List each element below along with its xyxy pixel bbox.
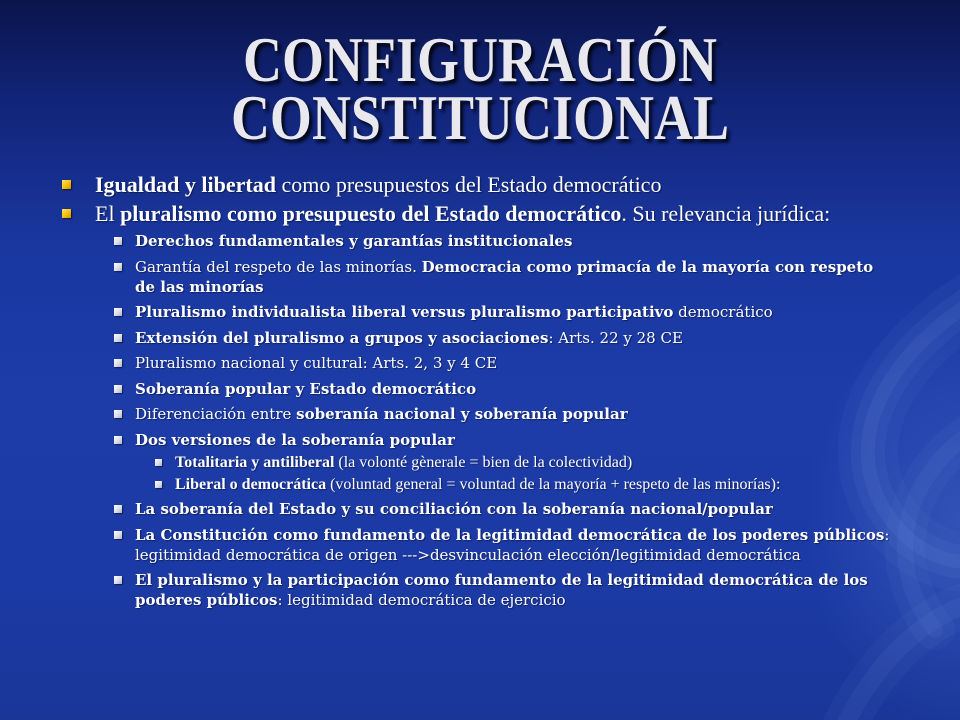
bullet-level2-text bbox=[135, 379, 895, 399]
bullet-bold-text: El pluralismo y la participación como fundamento de la legitimidad democrática de los poderes públicos bbox=[135, 571, 868, 609]
bullet-bold-text: La soberanía del Estado y su conciliación con la soberanía nacional/popular bbox=[135, 500, 773, 518]
bullet-level2-text bbox=[135, 328, 895, 348]
bullet-list bbox=[60, 172, 940, 610]
sub-bullet-list bbox=[60, 231, 940, 610]
slide-title bbox=[0, 24, 960, 154]
bullet-level1-text bbox=[60, 201, 940, 227]
bullet-bold-text: Derechos fundamentales y garantías institucionales bbox=[135, 232, 573, 250]
bullet-level2-item bbox=[135, 328, 940, 348]
bullet-text: : legitimidad democrática de ejercicio bbox=[277, 591, 566, 609]
bullet-level3-text bbox=[175, 454, 915, 472]
bullet-level2-text bbox=[135, 231, 895, 251]
square-bullet-icon bbox=[114, 237, 122, 245]
square-bullet-icon bbox=[155, 459, 162, 466]
bullet-level2-item bbox=[135, 231, 940, 251]
sub-sub-bullet-list bbox=[135, 454, 940, 494]
bullet-level1-item bbox=[60, 201, 940, 610]
bullet-level2-text bbox=[135, 353, 895, 373]
bullet-level2-item bbox=[135, 404, 940, 424]
bullet-text: : legitimidad democrática de origen --->desvinculación elección/legitimidad democrática bbox=[135, 525, 890, 564]
bullet-level2-text bbox=[135, 404, 895, 424]
bullet-level1-text bbox=[60, 172, 940, 198]
bullet-level2-item bbox=[135, 525, 940, 565]
square-bullet-icon bbox=[114, 505, 122, 513]
bullet-text: Diferenciación entre bbox=[135, 405, 297, 423]
bullet-text: Pluralismo nacional y cultural: Arts. 2, 3 y 4 CE bbox=[135, 354, 498, 372]
bullet-text: (voluntad general = voluntad de la mayoría + respeto de las minorías): bbox=[326, 475, 781, 493]
square-bullet-icon bbox=[114, 308, 122, 316]
bullet-bold-text: Soberanía popular y Estado democrático bbox=[135, 379, 477, 398]
bullet-bold-text: Pluralismo individualista liberal versus pluralismo participativo bbox=[135, 303, 674, 321]
bullet-level2-item bbox=[135, 570, 940, 610]
bullet-level2-item bbox=[135, 379, 940, 399]
bullet-level2-item bbox=[135, 499, 940, 519]
square-bullet-icon bbox=[114, 436, 122, 444]
bullet-level2-text bbox=[135, 430, 895, 450]
square-bullet-icon bbox=[62, 180, 71, 189]
bullet-bold-text: Democracia como primacía de la mayoría con respeto de las minorías bbox=[135, 257, 874, 296]
bullet-text: . Su relevancia jurídica: bbox=[621, 201, 831, 226]
bullet-bold-text: Dos versiones de la soberanía popular bbox=[135, 430, 455, 449]
bullet-level2-text bbox=[135, 302, 895, 322]
square-bullet-icon bbox=[155, 481, 162, 488]
bullet-bold-text: Liberal o democrática bbox=[175, 475, 327, 493]
bullet-bold-text: Totalitaria y antiliberal bbox=[175, 453, 335, 471]
bullet-level3-text bbox=[175, 476, 915, 494]
bullet-bold-text: pluralismo como presupuesto del Estado democrático bbox=[120, 201, 622, 226]
bullet-level2-text bbox=[135, 570, 895, 610]
bullet-text: : Arts. 22 y 28 CE bbox=[548, 328, 683, 347]
bullet-level2-item bbox=[135, 257, 940, 297]
bullet-bold-text: Extensión del pluralismo a grupos y asociaciones bbox=[135, 328, 549, 347]
slide-title-line1: CONFIGURACIÓN bbox=[242, 24, 717, 96]
bullet-level2-item bbox=[135, 353, 940, 373]
square-bullet-icon bbox=[114, 334, 122, 342]
bullet-level2-text bbox=[135, 499, 895, 519]
bullet-text: como presupuestos del Estado democrático bbox=[275, 172, 662, 197]
bullet-bold-text: Igualdad y libertad bbox=[95, 172, 276, 197]
square-bullet-icon bbox=[114, 263, 122, 271]
bullet-text: Garantía del respeto de las minorías. bbox=[135, 257, 422, 276]
square-bullet-icon bbox=[62, 209, 71, 218]
bullet-level2-item bbox=[135, 302, 940, 322]
bullet-bold-text: La Constitución como fundamento de la legitimidad democrática de los poderes públicos bbox=[135, 525, 885, 544]
square-bullet-icon bbox=[114, 359, 122, 367]
bullet-level3-item bbox=[175, 476, 940, 494]
bullet-level2-text bbox=[135, 257, 895, 297]
bullet-level2-item bbox=[135, 430, 940, 494]
bullet-level2-text bbox=[135, 525, 895, 565]
bullet-level1-item bbox=[60, 172, 940, 198]
bullet-bold-text: soberanía nacional y soberanía popular bbox=[296, 405, 628, 423]
square-bullet-icon bbox=[114, 531, 122, 539]
bullet-text: democrático bbox=[673, 303, 773, 321]
square-bullet-icon bbox=[114, 385, 122, 393]
square-bullet-icon bbox=[114, 410, 122, 418]
bullet-text: (la volonté gènerale = bien de la colectividad) bbox=[334, 453, 633, 471]
square-bullet-icon bbox=[114, 576, 122, 584]
bullet-level3-item bbox=[175, 454, 940, 472]
slide-title-line2: CONSTITUCIONAL bbox=[230, 82, 730, 154]
bullet-text: El bbox=[95, 201, 121, 226]
